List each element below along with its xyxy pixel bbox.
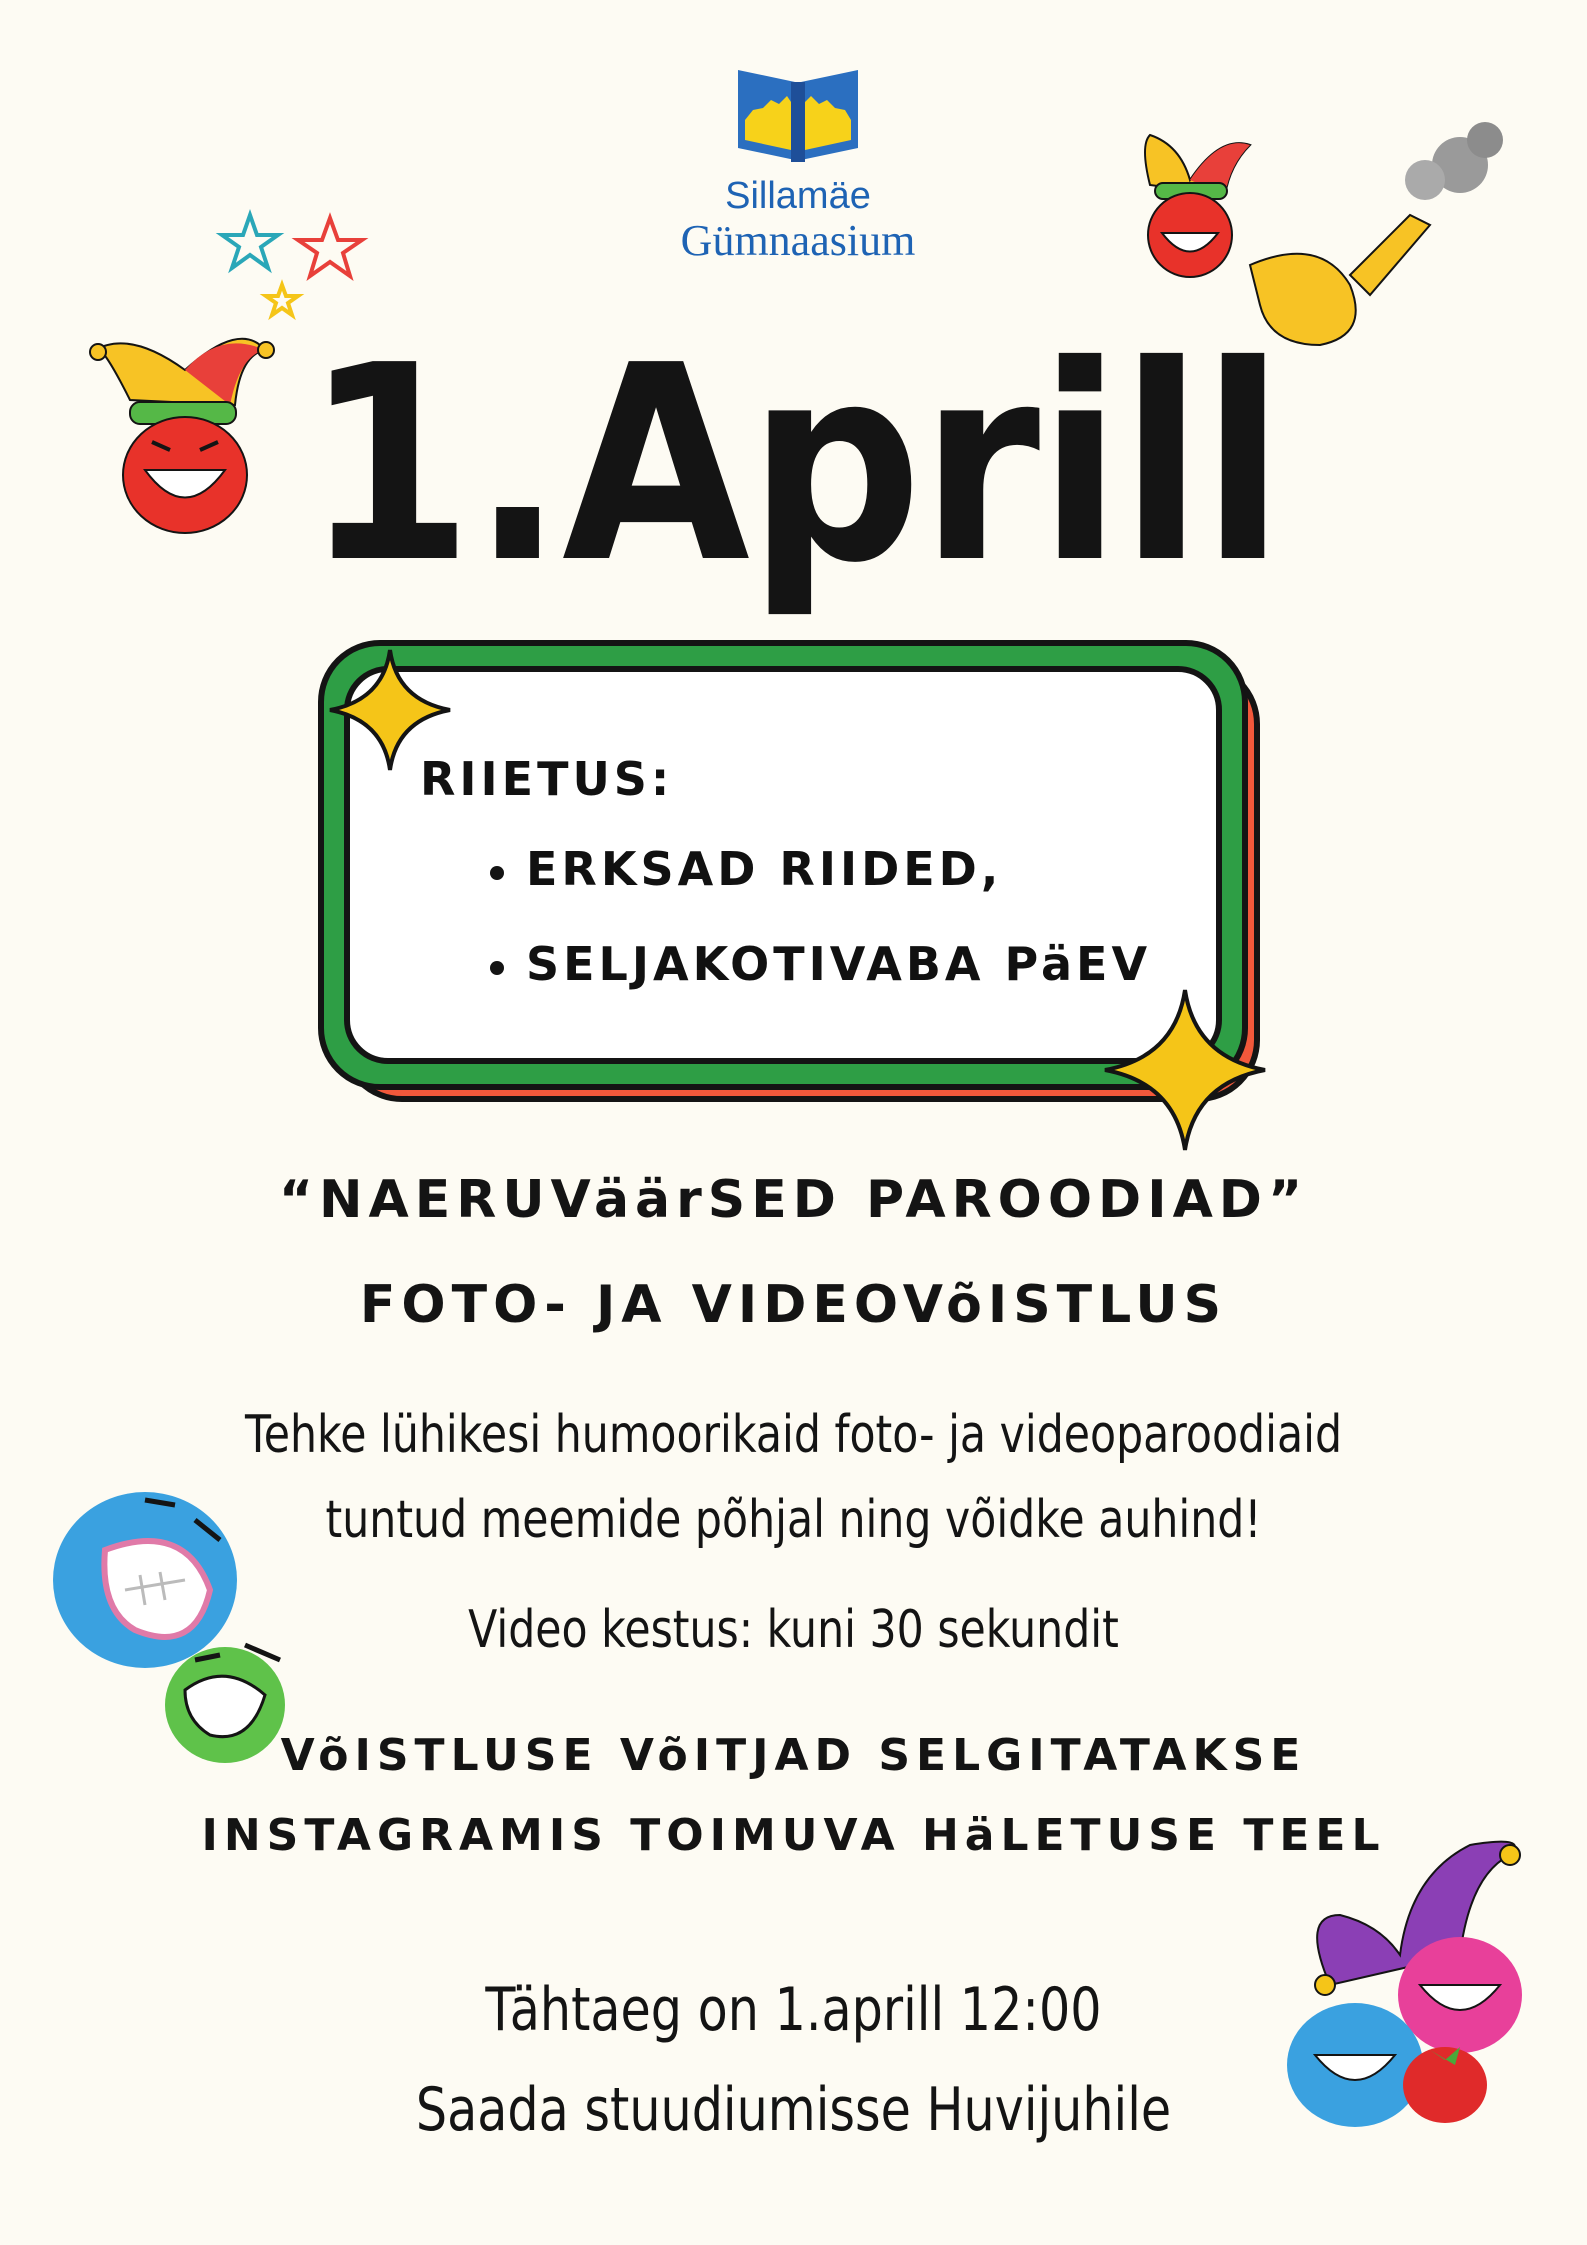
logo-text-line1: Sillamäe	[725, 175, 871, 217]
dress-code-item	[490, 842, 1002, 896]
bullet-dot	[490, 961, 504, 975]
winners-line1: VõISTLUSE VõITJAD SELGITATAKSE	[280, 1730, 1307, 1781]
contest-name: “NAERUVäärSED PAROODIAD”	[278, 1170, 1309, 1230]
video-duration: Video kestus: kuni 30 sekundit	[468, 1600, 1119, 1660]
bullet-dot	[490, 866, 504, 880]
description-line1: Tehke lühikesi humoorikaid foto- ja videoparoodiaid	[244, 1405, 1343, 1465]
page-title: 1.Aprill	[304, 307, 1283, 622]
description-line2: tuntud meemide põhjal ning võidke auhind!	[325, 1490, 1262, 1550]
deadline-text: Tähtaeg on 1.aprill 12:00	[485, 1975, 1102, 2045]
dress-code-heading: RIIETUS:	[420, 752, 674, 806]
sparkle-icon	[1100, 985, 1270, 1155]
dress-code-item-text: ERKSAD RIIDED,	[526, 842, 1003, 896]
sparkle-icon	[325, 645, 455, 775]
school-logo-icon	[733, 60, 863, 170]
logo-text-line2: Gümnaasium	[680, 216, 916, 265]
frame-panel	[344, 666, 1222, 1064]
winners-line2: INSTAGRAMIS TOIMUVA HäLETUSE TEEL	[201, 1810, 1386, 1861]
contest-type: FOTO- JA VIDEOVõISTLUS	[359, 1275, 1228, 1335]
send-instruction: Saada stuudiumisse Huvijuhile	[415, 2075, 1172, 2145]
dress-code-item	[490, 937, 1151, 991]
dress-code-item-text: SELJAKOTIVABA PäEV	[526, 937, 1152, 991]
school-logo	[653, 60, 943, 265]
